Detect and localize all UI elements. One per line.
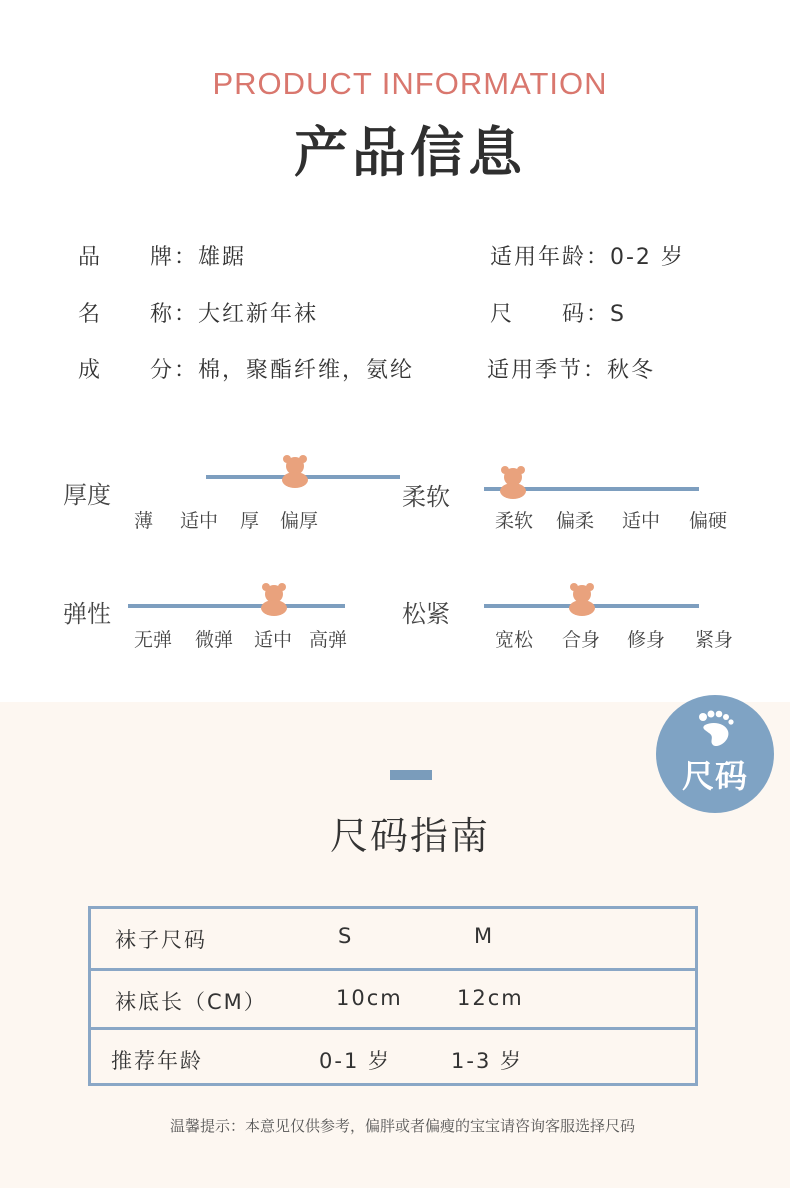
scale-label-elasticity-2: 适中 bbox=[254, 629, 293, 651]
size-guide-title: 尺码指南 bbox=[329, 814, 490, 858]
scale-label-softness-1: 偏柔 bbox=[556, 510, 595, 532]
info-name: 名 称：大红新年袜 bbox=[78, 302, 319, 327]
info-size: 尺 码：S bbox=[490, 302, 626, 327]
scale-label-thickness-0: 薄 bbox=[134, 510, 154, 532]
bear-marker-icon bbox=[496, 463, 530, 499]
table-cell-header: 袜底长（CM） bbox=[115, 990, 267, 1014]
scale-label-fit-3: 紧身 bbox=[695, 629, 734, 651]
table-cell: S bbox=[338, 924, 354, 948]
bear-marker-icon bbox=[257, 580, 291, 616]
scale-label-elasticity-3: 高弹 bbox=[309, 629, 348, 651]
scale-title-fit: 松紧 bbox=[402, 600, 450, 628]
scale-label-fit-2: 修身 bbox=[627, 629, 666, 651]
scale-label-elasticity-1: 微弹 bbox=[195, 629, 234, 651]
scale-title-elasticity: 弹性 bbox=[63, 600, 111, 628]
info-season: 适用季节：秋冬 bbox=[487, 358, 656, 383]
scale-label-softness-2: 适中 bbox=[622, 510, 661, 532]
table-cell-header: 推荐年龄 bbox=[111, 1049, 203, 1073]
scale-label-fit-0: 宽松 bbox=[495, 629, 534, 651]
scale-label-fit-1: 合身 bbox=[562, 629, 601, 651]
scale-label-elasticity-0: 无弹 bbox=[134, 629, 173, 651]
bear-marker-icon bbox=[565, 580, 599, 616]
table-row bbox=[91, 968, 695, 1026]
scale-label-softness-3: 偏硬 bbox=[689, 510, 728, 532]
table-row bbox=[91, 1027, 695, 1085]
title-divider bbox=[390, 770, 432, 780]
table-cell: M bbox=[474, 924, 495, 948]
title-english: PRODUCT INFORMATION bbox=[212, 66, 608, 101]
table-row bbox=[91, 909, 695, 967]
table-cell: 12cm bbox=[457, 986, 524, 1010]
info-age: 适用年龄：0-2 岁 bbox=[490, 245, 685, 270]
scale-title-softness: 柔软 bbox=[402, 483, 450, 511]
title-chinese: 产品信息 bbox=[294, 121, 526, 184]
table-cell: 0-1 岁 bbox=[319, 1049, 391, 1073]
size-badge-label: 尺码 bbox=[681, 757, 748, 795]
size-badge bbox=[656, 695, 774, 813]
info-material: 成 分：棉，聚酯纤维，氨纶 bbox=[78, 358, 415, 383]
size-tip: 温馨提示：本意见仅供参考，偏胖或者偏瘦的宝宝请咨询客服选择尺码 bbox=[169, 1117, 635, 1135]
table-cell: 10cm bbox=[336, 986, 403, 1010]
table-cell: 1-3 岁 bbox=[451, 1049, 523, 1073]
scale-label-thickness-2: 厚 bbox=[240, 510, 260, 532]
scale-title-thickness: 厚度 bbox=[63, 481, 111, 509]
info-brand: 品 牌：雄踞 bbox=[78, 245, 247, 270]
bear-marker-icon bbox=[278, 452, 312, 488]
footprint-icon bbox=[695, 709, 735, 749]
scale-line-elasticity bbox=[128, 604, 345, 608]
scale-label-softness-0: 柔软 bbox=[495, 510, 534, 532]
size-table bbox=[88, 906, 698, 1086]
scale-label-thickness-1: 适中 bbox=[180, 510, 219, 532]
table-cell-header: 袜子尺码 bbox=[115, 928, 207, 952]
scale-label-thickness-3: 偏厚 bbox=[280, 510, 319, 532]
